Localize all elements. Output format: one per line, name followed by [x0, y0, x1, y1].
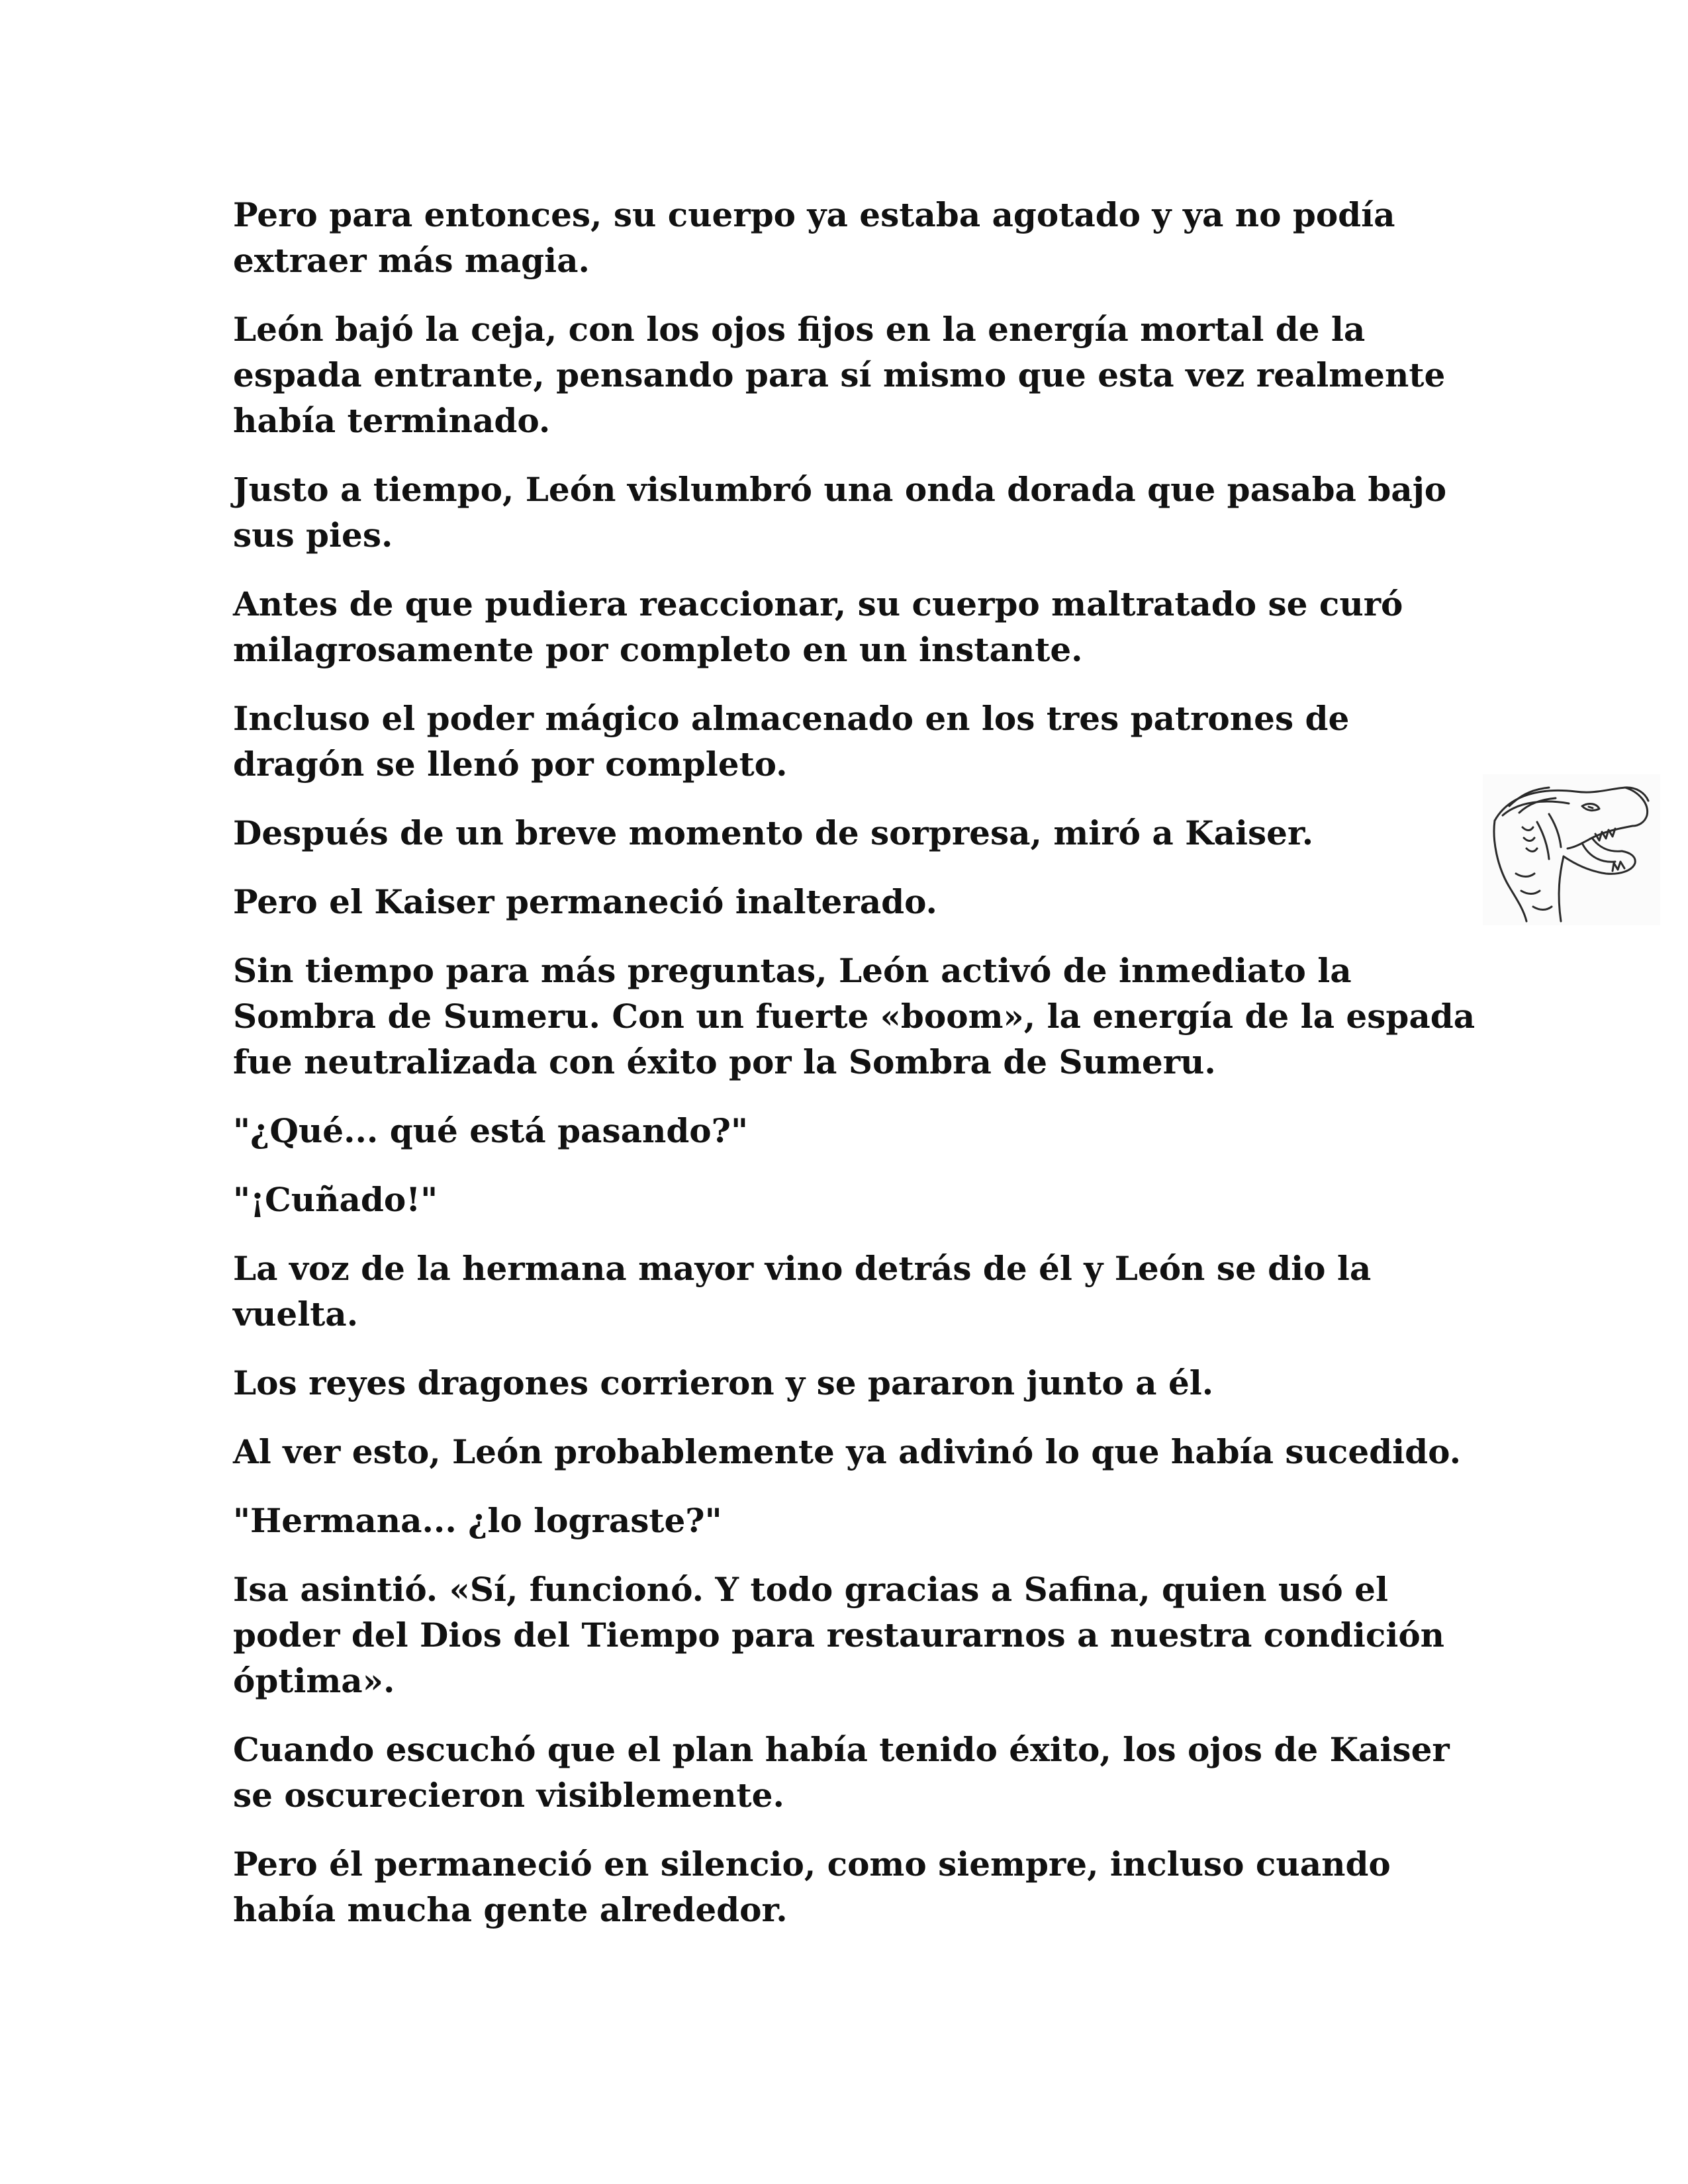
paragraph-1: Pero para entonces, su cuerpo ya estaba agotado y ya no podía extraer más magia. [233, 195, 1395, 280]
paragraph-11: La voz de la hermana mayor vino detrás de él y León se dio la vuelta. [233, 1249, 1372, 1334]
paragraph-6: Después de un breve momento de sorpresa, miró a Kaiser. [233, 813, 1314, 852]
paragraph-17: Pero él permaneció en silencio, como siempre, incluso cuando había mucha gente alrededor. [233, 1844, 1391, 1929]
paragraph-10: "¡Cuñado!" [233, 1180, 438, 1219]
paragraph-8: Sin tiempo para más preguntas, León activó de inmediato la Sombra de Sumeru. Con un fuerte «boom», la energía de la espada fue neutralizada con éxito por la Sombra de Sumeru. [233, 951, 1476, 1081]
paragraph-7: Pero el Kaiser permaneció inalterado. [233, 882, 937, 921]
paragraph-14: "Hermana... ¿lo lograste?" [233, 1501, 722, 1540]
paragraph-5: Incluso el poder mágico almacenado en los tres patrones de dragón se llenó por completo. [233, 699, 1350, 784]
dragon-head-sketch-icon [1483, 774, 1660, 925]
paragraph-2: León bajó la ceja, con los ojos fijos en la energía mortal de la espada entrante, pensando para sí mismo que esta vez realmente había terminado. [233, 310, 1446, 440]
paragraph-9: "¿Qué... qué está pasando?" [233, 1111, 749, 1150]
paragraph-15: Isa asintió. «Sí, funcionó. Y todo gracias a Safina, quien usó el poder del Dios del Tiempo para restaurarnos a nuestra condición óptima». [233, 1570, 1445, 1700]
story-text [233, 192, 1477, 1956]
paragraph-4: Antes de que pudiera reaccionar, su cuerpo maltratado se curó milagrosamente por completo en un instante. [233, 584, 1403, 669]
paragraph-16: Cuando escuchó que el plan había tenido éxito, los ojos de Kaiser se oscurecieron visiblemente. [233, 1730, 1450, 1815]
paragraph-12: Los reyes dragones corrieron y se pararon junto a él. [233, 1363, 1214, 1402]
paragraph-13: Al ver esto, León probablemente ya adivinó lo que había sucedido. [233, 1432, 1461, 1471]
paragraph-3: Justo a tiempo, León vislumbró una onda dorada que pasaba bajo sus pies. [233, 470, 1447, 555]
dragon-sketch-svg [1483, 774, 1660, 925]
